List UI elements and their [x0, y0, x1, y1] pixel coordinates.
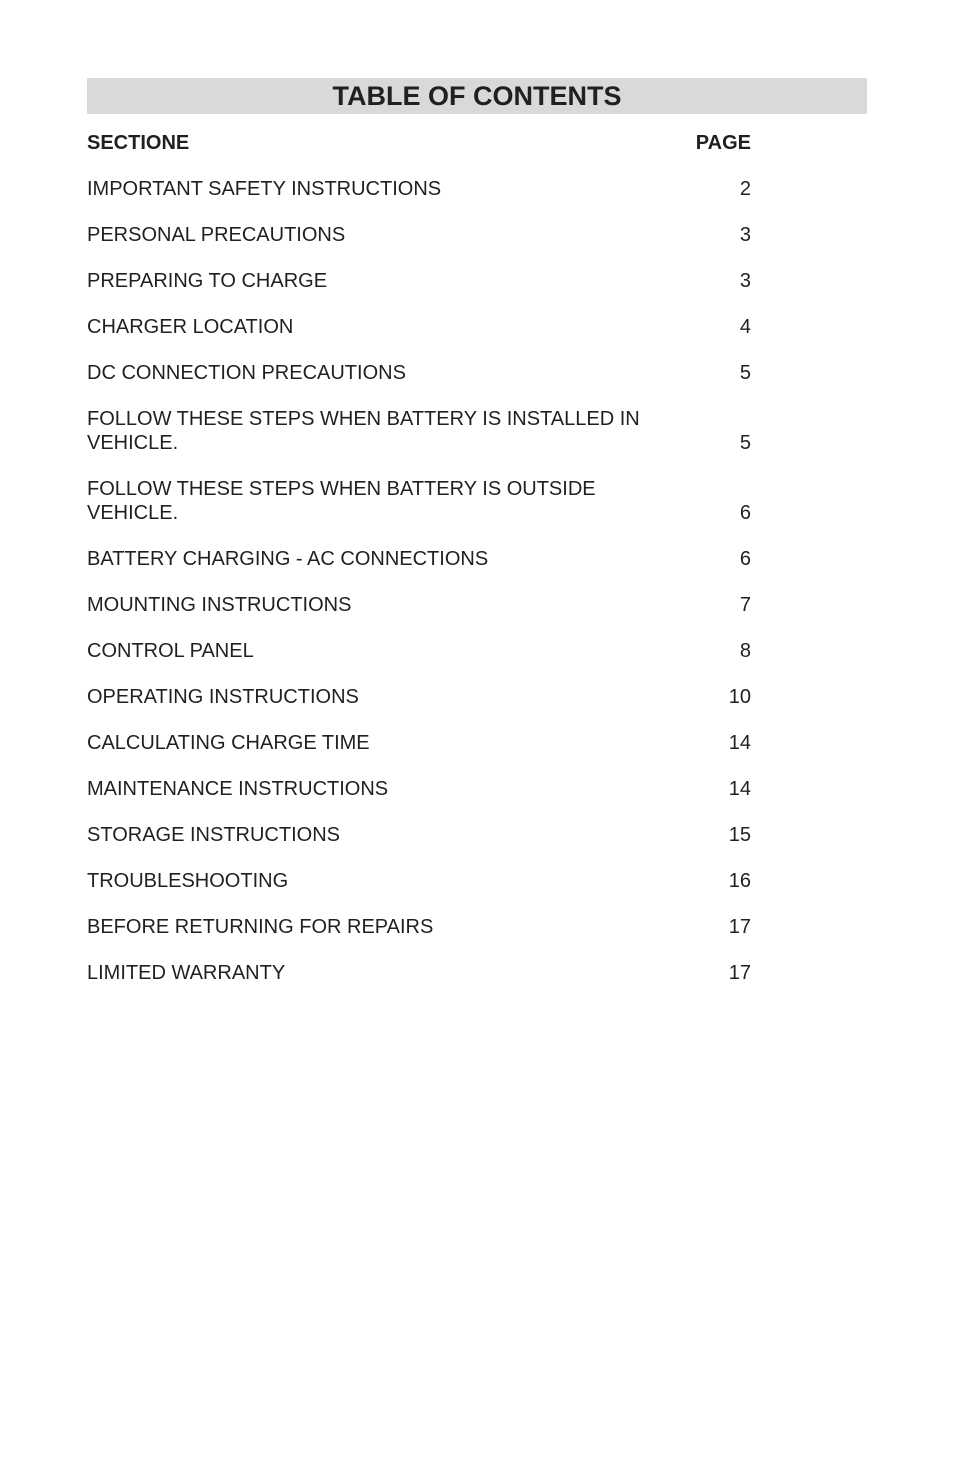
toc-entry-page: 7: [739, 594, 751, 616]
toc-entry-title: DC CONNECTION PRECAUTIONS: [87, 362, 406, 384]
toc-entry-title: FOLLOW THESE STEPS WHEN BATTERY IS OUTSIDE VEHICLE.: [87, 478, 596, 524]
toc-entry-page: 6: [739, 502, 751, 524]
toc-entry[interactable]: [87, 223, 751, 247]
page-column-header: PAGE: [695, 132, 751, 154]
toc-entry-title: IMPORTANT SAFETY INSTRUCTIONS: [87, 178, 442, 200]
toc-entry[interactable]: [87, 731, 751, 755]
toc-entry[interactable]: [87, 315, 751, 339]
toc-entry[interactable]: [87, 361, 751, 385]
toc-entry[interactable]: [87, 547, 751, 571]
toc-entry-page: 6: [739, 548, 751, 570]
toc-entry-title: CONTROL PANEL: [87, 640, 254, 662]
toc-entry-page: 5: [739, 432, 751, 454]
toc-title-bar: [87, 78, 867, 114]
toc-entry-page: 17: [728, 962, 751, 984]
toc-entry-title: BEFORE RETURNING FOR REPAIRS: [87, 916, 434, 938]
toc-entry[interactable]: [87, 961, 751, 985]
toc-entry-title: LIMITED WARRANTY: [87, 962, 286, 984]
toc-entry-page: 14: [728, 732, 751, 754]
toc-entry[interactable]: [87, 869, 751, 893]
toc-entry-page: 16: [728, 870, 751, 892]
toc-entry[interactable]: [87, 639, 751, 663]
toc-entry[interactable]: [87, 593, 751, 617]
toc-entry-title: TROUBLESHOOTING: [87, 870, 289, 892]
toc-entry-title: OPERATING INSTRUCTIONS: [87, 686, 359, 708]
toc-entry-page: 14: [728, 778, 751, 800]
toc-entry[interactable]: [87, 177, 751, 201]
toc-entry[interactable]: [87, 269, 751, 293]
toc-entry[interactable]: [87, 407, 751, 455]
toc-entry[interactable]: [87, 915, 751, 939]
toc-entry-page: 4: [739, 316, 751, 338]
toc-entry[interactable]: [87, 477, 751, 525]
toc-entry-page: 17: [728, 916, 751, 938]
toc-entry[interactable]: [87, 777, 751, 801]
toc-entry[interactable]: [87, 685, 751, 709]
toc-entry-title: BATTERY CHARGING - AC CONNECTIONS: [87, 548, 489, 570]
toc-entry-title: FOLLOW THESE STEPS WHEN BATTERY IS INSTALLED IN VEHICLE.: [87, 408, 640, 454]
toc-entry-page: 3: [739, 270, 751, 292]
toc-entry-page: 15: [728, 824, 751, 846]
toc-entry-title: CALCULATING CHARGE TIME: [87, 732, 370, 754]
toc-list: [87, 131, 751, 1007]
page-title: TABLE OF CONTENTS: [332, 81, 622, 111]
toc-entry-page: 10: [728, 686, 751, 708]
toc-entry-title: MAINTENANCE INSTRUCTIONS: [87, 778, 389, 800]
toc-entry-title: MOUNTING INSTRUCTIONS: [87, 594, 352, 616]
toc-entry-page: 2: [739, 178, 751, 200]
toc-entry-title: PREPARING TO CHARGE: [87, 270, 328, 292]
toc-entry-title: CHARGER LOCATION: [87, 316, 294, 338]
toc-header-row: [87, 131, 751, 155]
toc-entry-page: 8: [739, 640, 751, 662]
toc-entry-title: PERSONAL PRECAUTIONS: [87, 224, 346, 246]
toc-entry[interactable]: [87, 823, 751, 847]
section-column-header: SECTIONE: [87, 132, 190, 154]
toc-entry-page: 5: [739, 362, 751, 384]
toc-entry-page: 3: [739, 224, 751, 246]
toc-entry-title: STORAGE INSTRUCTIONS: [87, 824, 340, 846]
